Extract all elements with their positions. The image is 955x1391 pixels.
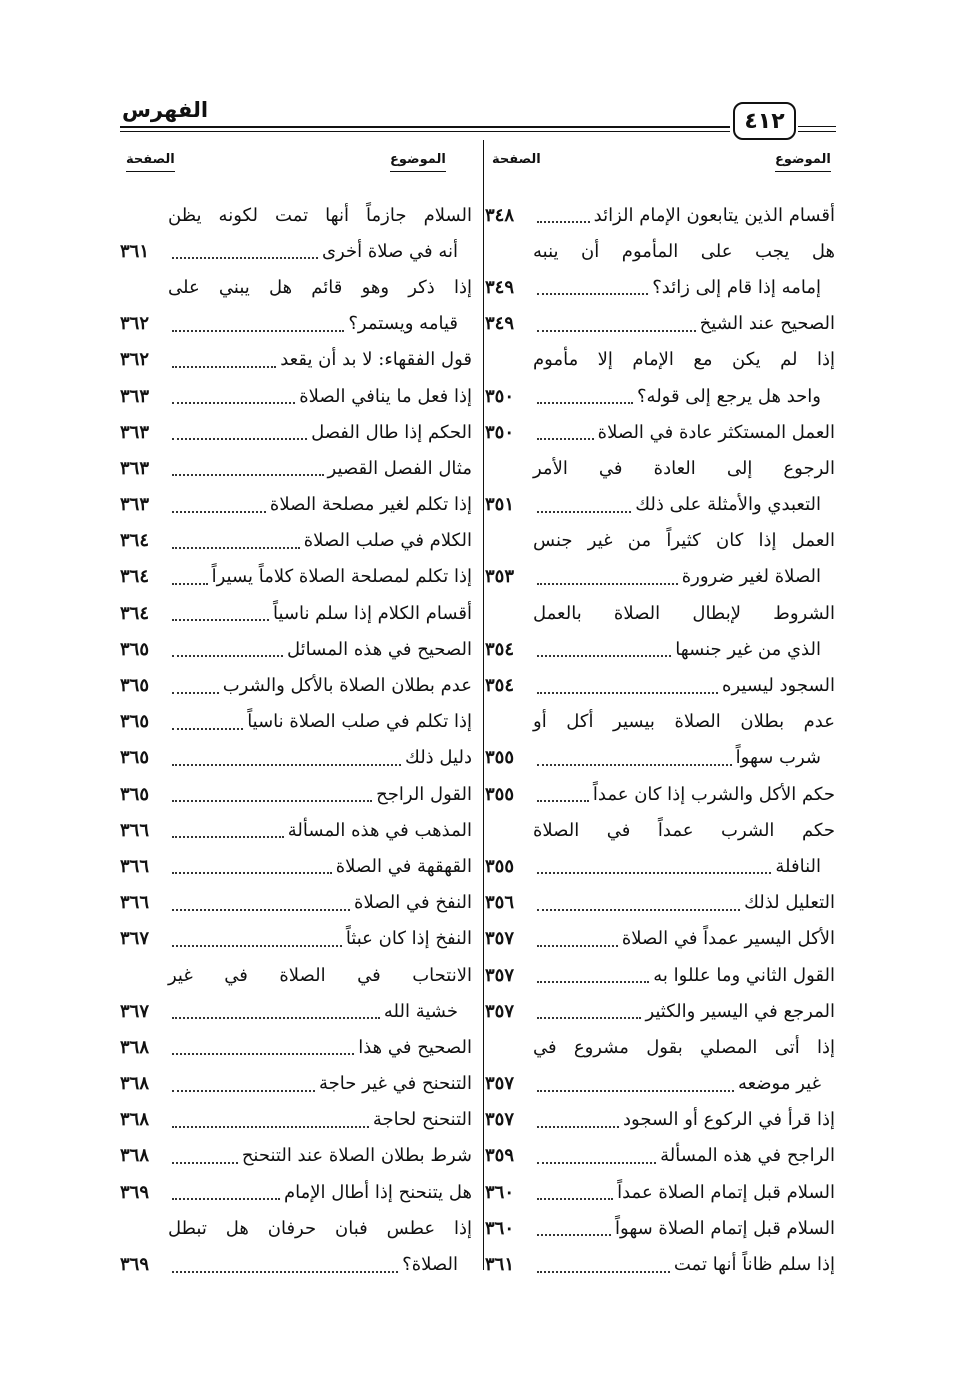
entry-page-number: ٣٥٥: [485, 783, 515, 805]
entry-topic: إذا عطس فبان حرفان هل تبطل: [168, 1217, 472, 1239]
dot-leader: [172, 257, 318, 259]
dot-leader: [537, 655, 671, 657]
entry-topic: إذا لم يكن مع الإمام إلا مأموم: [533, 349, 835, 371]
entry-topic: غير موضعه: [737, 1073, 821, 1095]
entry-topic: النافلة: [775, 855, 821, 877]
header-rule: [120, 131, 730, 132]
dot-leader: [172, 1198, 280, 1200]
entry-page-number: ٣٥٠: [485, 421, 515, 443]
header-rule: [798, 126, 836, 127]
index-entry: [120, 631, 472, 667]
dot-leader: [172, 1090, 315, 1092]
dot-leader: [172, 619, 269, 621]
index-entry: [120, 233, 472, 269]
index-entry: [120, 378, 472, 414]
index-entry: [485, 740, 835, 776]
entry-topic: أقسام الذين يتابعون الإمام الزائد: [593, 204, 835, 226]
entry-page-number: ٣٦٣: [120, 421, 150, 443]
entry-topic: واحد هل يرجع إلى قوله؟: [636, 385, 821, 407]
left-index-column: [120, 197, 472, 1283]
entry-topic: مثال الفصل القصير: [327, 457, 472, 479]
entry-topic: التعبدي والأمثلة على ذلك: [635, 494, 821, 516]
entry-topic: إذا سلم ظاناً أنها تمت: [673, 1254, 835, 1276]
dot-leader: [537, 330, 696, 332]
entry-page-number: ٣٦٨: [120, 1109, 150, 1131]
index-entry: [485, 993, 835, 1029]
index-entry: [120, 1246, 472, 1282]
dot-leader: [172, 1271, 398, 1273]
index-entry: [485, 595, 835, 631]
index-entry: [485, 631, 835, 667]
entry-page-number: ٣٤٩: [485, 313, 515, 335]
entry-page-number: ٣٥٣: [485, 566, 515, 588]
index-entry: [485, 1138, 835, 1174]
dot-leader: [537, 945, 618, 947]
index-entry: [120, 993, 472, 1029]
index-entry: [485, 776, 835, 812]
dot-leader: [172, 945, 342, 947]
index-entry: [120, 487, 472, 523]
index-entry: [120, 1102, 472, 1138]
entry-page-number: ٣٦٢: [120, 313, 150, 335]
entry-page-number: ٣٥٧: [485, 1109, 515, 1131]
entry-page-number: ٣٦٨: [120, 1036, 150, 1058]
dot-leader: [172, 511, 266, 513]
entry-page-number: ٣٦٥: [120, 747, 150, 769]
dot-leader: [172, 1126, 369, 1128]
dot-leader: [537, 981, 649, 983]
index-entry: [485, 885, 835, 921]
dot-leader: [537, 909, 740, 911]
entry-topic: قيامه ويستمر؟: [348, 313, 458, 335]
index-entry: [120, 595, 472, 631]
dot-leader: [537, 1162, 656, 1164]
entry-topic: الصحيح في هذه المسائل: [287, 638, 472, 660]
entry-page-number: ٣٦٨: [120, 1073, 150, 1095]
index-entry: [120, 667, 472, 703]
column-divider: [483, 140, 484, 1270]
dot-leader: [172, 583, 208, 585]
entry-page-number: ٣٥٦: [485, 892, 515, 914]
entry-page-number: ٣٦٤: [120, 530, 150, 552]
entry-topic: شرب سهواً: [735, 747, 821, 769]
entry-topic: إذا أتى المصلي بقول مشروع في: [533, 1036, 835, 1058]
index-entry: [120, 1138, 472, 1174]
entry-topic: الصحيح عند الشيخ: [699, 313, 835, 335]
entry-topic: عدم بطلان الصلاة بالأكل والشرب: [222, 675, 472, 697]
dot-leader: [537, 1271, 670, 1273]
index-entry: [120, 957, 472, 993]
dot-leader: [172, 438, 307, 440]
index-entry: [120, 1210, 472, 1246]
index-entry: [485, 1246, 835, 1282]
index-entry: [120, 414, 472, 450]
entry-page-number: ٣٦٩: [120, 1181, 150, 1203]
entry-page-number: ٣٦٠: [485, 1181, 515, 1203]
index-entry: [120, 306, 472, 342]
index-entry: [485, 1210, 835, 1246]
entry-topic: الراجح في هذه المسألة: [660, 1145, 835, 1167]
entry-page-number: ٣٦٦: [120, 855, 150, 877]
index-entry: [120, 342, 472, 378]
entry-page-number: ٣٥٧: [485, 1073, 515, 1095]
entry-topic: التعليل لذلك: [744, 892, 835, 914]
entry-topic: العمل إذا كان كثيراً من غير جنس: [533, 530, 835, 552]
entry-page-number: ٣٦٨: [120, 1145, 150, 1167]
entry-topic: إذا ذكر وهو قائم هل يبني على: [168, 276, 472, 298]
dot-leader: [172, 655, 283, 657]
entry-topic: السلام قبل إتمام الصلاة سهواً: [615, 1217, 835, 1239]
entry-topic: الرجوع إلى العادة في الأمر: [533, 457, 835, 479]
header-rule: [120, 126, 730, 128]
dot-leader: [537, 293, 648, 295]
dot-leader: [172, 402, 295, 404]
entry-page-number: ٣٦٧: [120, 1000, 150, 1022]
index-entry: [120, 921, 472, 957]
index-entry: [120, 1029, 472, 1065]
index-entry: [485, 342, 835, 378]
index-entry: [485, 197, 835, 233]
index-entry: [120, 848, 472, 884]
entry-topic: المذهب في هذه المسألة: [287, 819, 472, 841]
entry-topic: حكم الأكل والشرب إذا كان عمداً: [592, 783, 835, 805]
entry-page-number: ٣٤٩: [485, 276, 515, 298]
entry-topic: إمامه إذا قام إلى زائد؟: [652, 276, 821, 298]
entry-page-number: ٣٦٥: [120, 638, 150, 660]
running-title: الفهرس: [121, 98, 209, 122]
entry-page-number: ٣٦٠: [485, 1217, 515, 1239]
entry-page-number: ٣٥٤: [485, 638, 515, 660]
entry-topic: الكلام في صلب الصلاة: [303, 530, 472, 552]
entry-topic: أنه في صلاة أخرى: [321, 240, 458, 262]
left-topic-heading: الموضوع: [390, 152, 446, 172]
dot-leader: [172, 836, 284, 838]
dot-leader: [537, 872, 771, 874]
entry-page-number: ٣٦٣: [120, 457, 150, 479]
index-entry: [120, 450, 472, 486]
entry-page-number: ٣٥٥: [485, 747, 515, 769]
dot-leader: [537, 764, 732, 766]
index-entry: [120, 776, 472, 812]
index-entry: [120, 740, 472, 776]
index-entry: [120, 1066, 472, 1102]
entry-topic: الصحيح في هذا: [358, 1036, 472, 1058]
dot-leader: [172, 330, 344, 332]
index-entry: [485, 233, 835, 269]
index-entry: [485, 1066, 835, 1102]
right-topic-heading: الموضوع: [775, 152, 831, 172]
dot-leader: [537, 1234, 611, 1236]
entry-topic: الحكم إذا طال الفصل: [311, 421, 472, 443]
entry-topic: إذا تكلم في صلب الصلاة ناسياً: [247, 711, 472, 733]
index-entry: [485, 921, 835, 957]
entry-topic: خشية الله: [383, 1000, 458, 1022]
entry-topic: هل يجب على المأموم أن ينبه: [533, 240, 835, 262]
index-entry: [485, 667, 835, 703]
entry-page-number: ٣٥١: [485, 494, 515, 516]
index-entry: [485, 559, 835, 595]
entry-topic: التنحنح في غير حاجة: [319, 1073, 472, 1095]
entry-page-number: ٣٥٧: [485, 964, 515, 986]
index-entry: [485, 450, 835, 486]
header-rule: [798, 131, 836, 132]
entry-page-number: ٣٦٧: [120, 928, 150, 950]
index-entry: [485, 487, 835, 523]
entry-topic: السلام قبل إتمام الصلاة عمداً: [617, 1181, 835, 1203]
index-entry: [485, 704, 835, 740]
index-entry: [485, 306, 835, 342]
index-entry: [485, 414, 835, 450]
dot-leader: [537, 1198, 613, 1200]
entry-page-number: ٣٦٥: [120, 675, 150, 697]
entry-topic: الصلاة لغير ضرورة: [681, 566, 821, 588]
entry-page-number: ٣٦٣: [120, 385, 150, 407]
entry-topic: السلام جازماً أنها تمت لكونه يظن: [168, 204, 472, 226]
entry-page-number: ٣٦٩: [120, 1254, 150, 1276]
page-number: ٤١٢: [733, 102, 796, 140]
index-entry: [120, 1174, 472, 1210]
dot-leader: [537, 221, 590, 223]
dot-leader: [172, 474, 324, 476]
entry-page-number: ٣٦٦: [120, 892, 150, 914]
right-page-heading: الصفحة: [492, 152, 541, 167]
dot-leader: [172, 1162, 238, 1164]
entry-page-number: ٣٦١: [120, 240, 150, 262]
entry-page-number: ٣٥٩: [485, 1145, 515, 1167]
dot-leader: [172, 547, 300, 549]
entry-topic: إذا قرأ في الركوع أو السجود: [623, 1109, 835, 1131]
dot-leader: [172, 909, 350, 911]
dot-leader: [537, 1090, 734, 1092]
index-entry: [120, 704, 472, 740]
entry-page-number: ٣٥٥: [485, 855, 515, 877]
entry-page-number: ٣٦٢: [120, 349, 150, 371]
entry-page-number: ٣٥٠: [485, 385, 515, 407]
index-entry: [120, 269, 472, 305]
index-entry: [120, 559, 472, 595]
entry-page-number: ٣٦٥: [120, 783, 150, 805]
entry-topic: حكم الشرب عمداً في الصلاة: [533, 819, 835, 841]
index-entry: [120, 197, 472, 233]
dot-leader: [537, 438, 594, 440]
entry-topic: إذا تكلم لمصلحة الصلاة كلاماً يسيراً: [211, 566, 472, 588]
entry-page-number: ٣٦١: [485, 1254, 515, 1276]
dot-leader: [172, 728, 243, 730]
left-page-heading: الصفحة: [126, 152, 175, 172]
dot-leader: [537, 402, 633, 404]
entry-topic: القول الراجح: [376, 783, 472, 805]
index-entry: [485, 269, 835, 305]
entry-page-number: ٣٥٧: [485, 928, 515, 950]
index-entry: [485, 1174, 835, 1210]
entry-topic: الانتحاب في الصلاة في غير: [168, 964, 472, 986]
dot-leader: [172, 1053, 354, 1055]
entry-page-number: ٣٦٤: [120, 566, 150, 588]
entry-page-number: ٣٦٤: [120, 602, 150, 624]
entry-topic: هل يتنحنح إذا أطال الإمام: [284, 1181, 472, 1203]
index-entry: [485, 523, 835, 559]
entry-page-number: ٣٦٦: [120, 819, 150, 841]
dot-leader: [537, 583, 678, 585]
dot-leader: [172, 800, 372, 802]
index-entry: [120, 812, 472, 848]
entry-page-number: ٣٥٤: [485, 675, 515, 697]
entry-topic: الصلاة؟: [402, 1254, 458, 1276]
entry-topic: دليل ذلك: [405, 747, 472, 769]
index-entry: [485, 848, 835, 884]
entry-page-number: ٣٥٧: [485, 1000, 515, 1022]
dot-leader: [172, 764, 401, 766]
entry-topic: الأكل اليسير عمداً في الصلاة: [621, 928, 835, 950]
entry-topic: إذا فعل ما ينافي الصلاة: [299, 385, 472, 407]
index-entry: [120, 523, 472, 559]
dot-leader: [537, 800, 589, 802]
entry-topic: المرجع في اليسير والكثير: [645, 1000, 835, 1022]
entry-page-number: ٣٤٨: [485, 204, 515, 226]
entry-topic: النفخ في الصلاة: [354, 892, 472, 914]
index-entry: [485, 812, 835, 848]
entry-topic: القهقهة في الصلاة: [335, 855, 472, 877]
entry-topic: شرط بطلان الصلاة عند التنحنح: [241, 1145, 472, 1167]
entry-topic: قول الفقهاء: لا بد أن يقعد: [280, 349, 472, 371]
index-entry: [485, 957, 835, 993]
entry-topic: إذا تكلم لغير مصلحة الصلاة: [269, 494, 472, 516]
entry-topic: التنحنح لحاجة: [372, 1109, 472, 1131]
entry-topic: النفخ إذا كان عبثاً: [345, 928, 472, 950]
index-entry: [485, 378, 835, 414]
entry-topic: أقسام الكلام إذا سلم ناسياً: [272, 602, 472, 624]
dot-leader: [172, 872, 332, 874]
dot-leader: [172, 366, 276, 368]
entry-topic: العمل المستكثر عادة في الصلاة: [597, 421, 835, 443]
dot-leader: [537, 692, 718, 694]
dot-leader: [537, 1017, 641, 1019]
index-entry: [485, 1102, 835, 1138]
entry-topic: السجود ليسيره: [722, 675, 835, 697]
dot-leader: [537, 511, 631, 513]
entry-topic: عدم بطلان الصلاة بيسير أكل أو: [533, 711, 835, 733]
entry-topic: الشروط لإبطال الصلاة بالعمل: [533, 602, 835, 624]
dot-leader: [537, 1126, 619, 1128]
entry-page-number: ٣٦٣: [120, 494, 150, 516]
entry-topic: القول الثاني وما عللوا به: [653, 964, 835, 986]
dot-leader: [172, 692, 219, 694]
entry-topic: الذي من غير جنسها: [675, 638, 821, 660]
index-entry: [120, 885, 472, 921]
dot-leader: [172, 1017, 380, 1019]
right-index-column: [485, 197, 835, 1283]
entry-page-number: ٣٦٥: [120, 711, 150, 733]
index-entry: [485, 1029, 835, 1065]
